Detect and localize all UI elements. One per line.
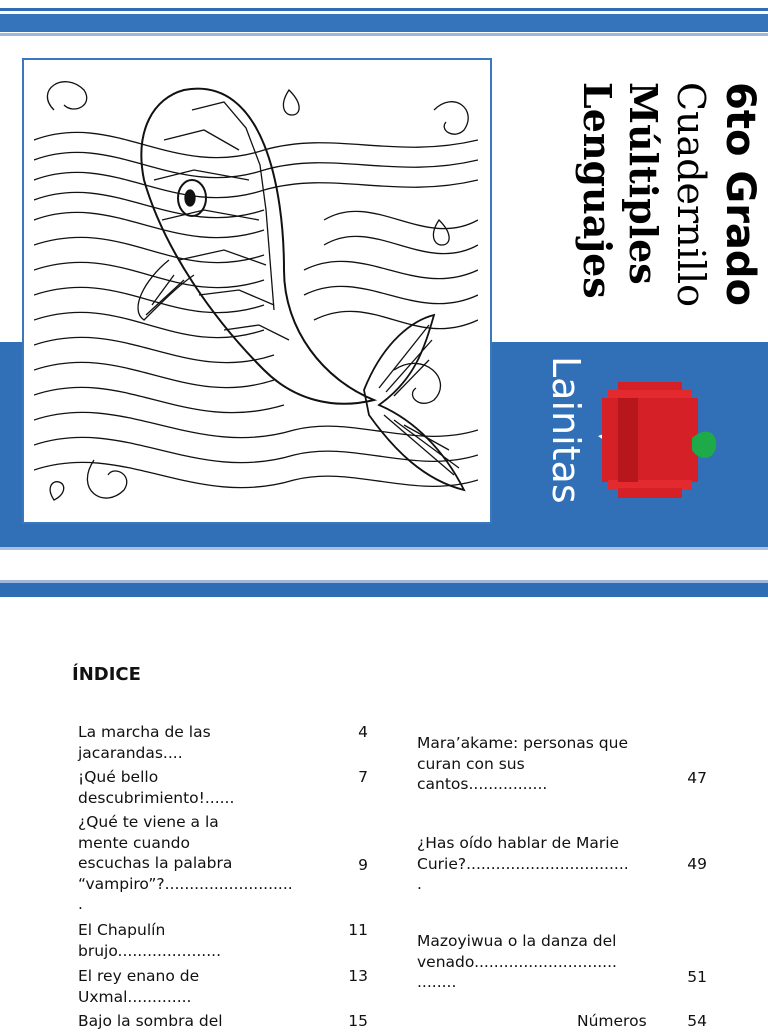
brand-name: Lainitas — [544, 356, 588, 504]
entry-page: 47 — [687, 769, 707, 787]
title-line-3: Múltiples — [621, 82, 666, 285]
apple-icon — [588, 376, 718, 506]
entry-title: La marcha de las jacarandas.... — [78, 723, 211, 762]
entry-page: 54 — [687, 1012, 707, 1030]
entry-page: 13 — [348, 967, 368, 985]
entry-title: Bajo la sombra del — [78, 1012, 223, 1030]
entry-title: Mara’akame: personas que curan con sus cantos................ — [417, 734, 628, 793]
title-line-2: Cuadernillo — [669, 82, 713, 307]
top-rule-thin — [0, 8, 768, 11]
entry-page: 7 — [358, 768, 368, 786]
band-edge — [0, 547, 768, 550]
section-divider — [0, 580, 768, 597]
title-grade: 6to Grado — [717, 82, 763, 307]
entry-page: 11 — [348, 921, 368, 939]
entry-page: 51 — [687, 968, 707, 986]
entry-title: Mazoyiwua o la danza del venado............................. ........ — [417, 932, 617, 991]
entry-page: 15 — [348, 1012, 368, 1030]
entry-title: El Chapulín brujo..................... — [78, 921, 222, 960]
entry-title: ¡Qué bello descubrimiento!...... — [78, 768, 235, 807]
entry-page: 49 — [687, 855, 707, 873]
fish-illustration-frame — [22, 58, 492, 524]
entry-title: ¿Qué te viene a la mente cuando escuchas la palabra “vampiro”?.......................... . — [78, 813, 293, 913]
top-rule-light — [0, 33, 768, 36]
cover-title — [575, 82, 763, 307]
entry-page: 9 — [358, 856, 368, 874]
top-rule-bar — [0, 14, 768, 32]
title-line-4: Lenguajes — [575, 82, 620, 299]
entry-title: Números — [577, 1012, 647, 1030]
entry-title: ¿Has oído hablar de Marie Curie?................................. . — [417, 834, 629, 893]
fish-coloring-illustration — [34, 70, 478, 510]
index-heading: ÍNDICE — [72, 664, 141, 685]
entry-page: 4 — [358, 723, 368, 741]
entry-title: El rey enano de Uxmal............. — [78, 967, 200, 1006]
